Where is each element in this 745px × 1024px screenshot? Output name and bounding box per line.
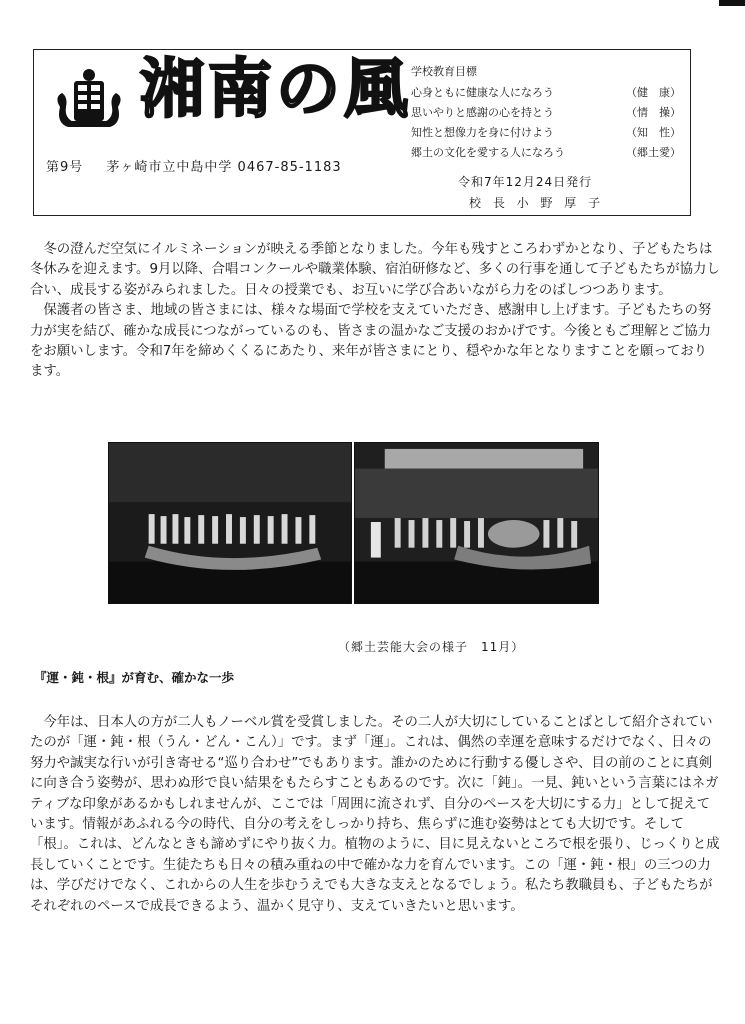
- school-goals: [411, 62, 681, 163]
- principal-name: 校 長 小 野 厚 子: [469, 196, 605, 210]
- intro-text: [30, 240, 720, 383]
- section-heading: 『運・鈍・根』が育む、確かな一歩: [34, 670, 235, 685]
- issue-date: 令和7年12月24日発行: [458, 175, 593, 189]
- school-emblem-icon: [54, 67, 124, 137]
- goal-item: 郷土の文化を愛する人になろう （郷土愛）: [411, 146, 681, 159]
- goal-item: 心身ともに健康な人になろう （健 康）: [411, 86, 681, 99]
- intro-paragraph: 冬の澄んだ空気にイルミネーションが映える季節となりました。今年も残すところわずかとなり、子どもたちは冬休みを迎えます。9月以降、合唱コンクールや職業体験、宿泊研修など、多くの行事を通して子どもたちが協力し合い、成長する姿がみられました。日々の授業でも、お互いに学び合あいながら力をのばしつつあります。: [30, 242, 720, 298]
- goal-item: 思いやりと感謝の心を持とう （情 操）: [411, 106, 681, 119]
- stage-photo-left: [108, 442, 352, 604]
- intro-paragraph: 保護者の皆さま、地域の皆さまには、様々な場面で学校を支えていただき、感謝申し上げます。子どもたちの努力が実を結び、確かな成長につながっているのも、皆さまの温かなご支援のおかげです。今後ともご理解とご協力をお願いします。令和7年を締めくくるにあたり、来年が皆さまにとり、穏やかな年となりますことを願っております。: [30, 303, 712, 380]
- section-paragraph: 今年は、日本人の方が二人もノーベル賞を受賞しました。その二人が大切にしていることばとして紹介されていたのが「運・鈍・根（うん・どん・こん）」です。まず「運」。これは、偶然の幸運を意味するだけでなく、日々の努力や誠実な行いが引き寄せる“巡り合わせ”でもあります。誰かのために行動する優しさや、目の前のことに真剣に向き合う姿勢が、思わぬ形で良い結果をもたらすこともあるのです。次に「鈍」。一見、鈍いという言葉にはネガティブな印象があるかもしれませんが、ここでは「周囲に流されず、自分のペースを大切にする力」として捉えています。情報があふれる今の時代、自分の考えをしっかり持ち、焦らずに進む姿勢はとても大切です。そして「根」。これは、どんなときも諦めずにやり抜く力。植物のように、目に見えないところで根を張り、じっくりと成長していくことです。生徒たちも日々の積み重ねの中で確かな力を育んでいます。この「運・鈍・根」の三つの力は、学びだけでなく、これからの人生を歩むうえでも大きな支えとなるでしょう。私たち教職員も、子どもたちがそれぞれのペースで成長できるよう、温かく見守り、支えていきたいと思います。: [30, 715, 720, 914]
- stage-photo-right: [354, 442, 599, 604]
- corner-mark: [719, 0, 745, 6]
- issue-number: 第9号: [46, 160, 84, 175]
- goals-title: 学校教育目標: [411, 65, 477, 78]
- issue-line: [46, 156, 360, 175]
- photo-caption: （郷土芸能大会の様子 11月）: [338, 640, 525, 654]
- school-info: 茅ヶ崎市立中島中学 0467-85-1183: [106, 160, 342, 175]
- goal-item: 知性と想像力を身に付けよう （知 性）: [411, 126, 681, 139]
- section-body: [30, 713, 720, 917]
- newsletter-title: 湘南の風: [140, 52, 412, 127]
